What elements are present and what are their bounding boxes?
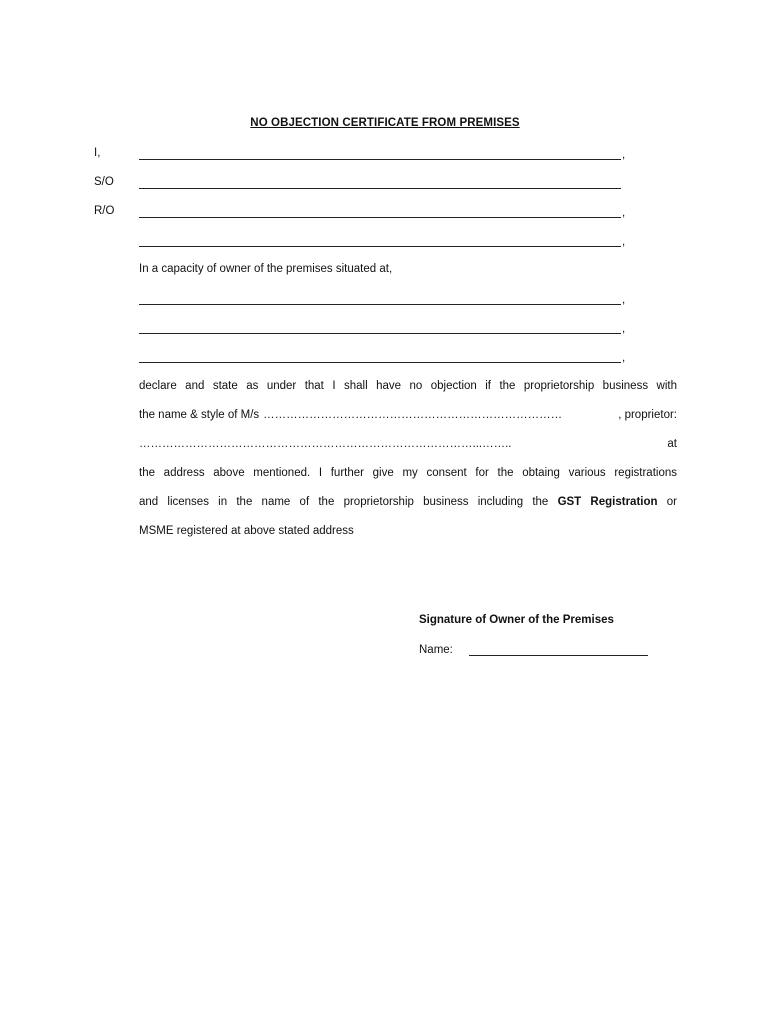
declaration-line-4: the address above mentioned. I further give my consent for the obtaing various registrations [139,467,677,479]
premises-blank-line-1[interactable] [139,292,621,305]
declaration-line-6: MSME registered at above stated address [139,525,354,537]
declaration-line-1: declare and state as under that I shall have no objection if the proprietorship business with [139,380,677,392]
name-blank-line[interactable] [139,147,621,160]
comma: , [622,323,626,335]
so-label: S/O [94,176,114,188]
comma: , [622,236,626,248]
name-label: Name: [419,644,453,656]
proprietor-label: , proprietor: [618,409,677,421]
comma: , [622,352,626,364]
document-title: NO OBJECTION CERTIFICATE FROM PREMISES [250,117,520,129]
signature-title: Signature of Owner of the Premises [419,614,614,626]
capacity-text: In a capacity of owner of the premises situated at, [139,263,393,275]
comma: , [622,149,626,161]
business-name-prefix: the name & style of M/s [139,409,260,421]
proprietor-name-dots[interactable]: ……………………………………………………………………………...…….. [139,438,512,450]
declaration-line-5-prefix: and licenses in the name of the proprietorship business including the [139,496,549,508]
premises-blank-line-2[interactable] [139,321,621,334]
declaration-line-2 [139,409,677,421]
owner-name-blank-line[interactable] [469,643,648,656]
business-name-dots[interactable]: …………………………………………………………………… [263,409,563,421]
so-blank-line[interactable] [139,176,621,189]
at-label: at [667,438,677,450]
premises-blank-line-3[interactable] [139,350,621,363]
comma: , [622,294,626,306]
ro-label: R/O [94,205,115,217]
declaration-line-5 [139,496,677,508]
declaration-line-5-suffix: or [666,496,677,508]
ro-blank-line-1[interactable] [139,205,621,218]
comma: , [622,207,626,219]
i-label: I, [94,147,101,159]
gst-registration-text: GST Registration [557,496,658,508]
declaration-line-3 [139,438,677,450]
ro-blank-line-2[interactable] [139,234,621,247]
